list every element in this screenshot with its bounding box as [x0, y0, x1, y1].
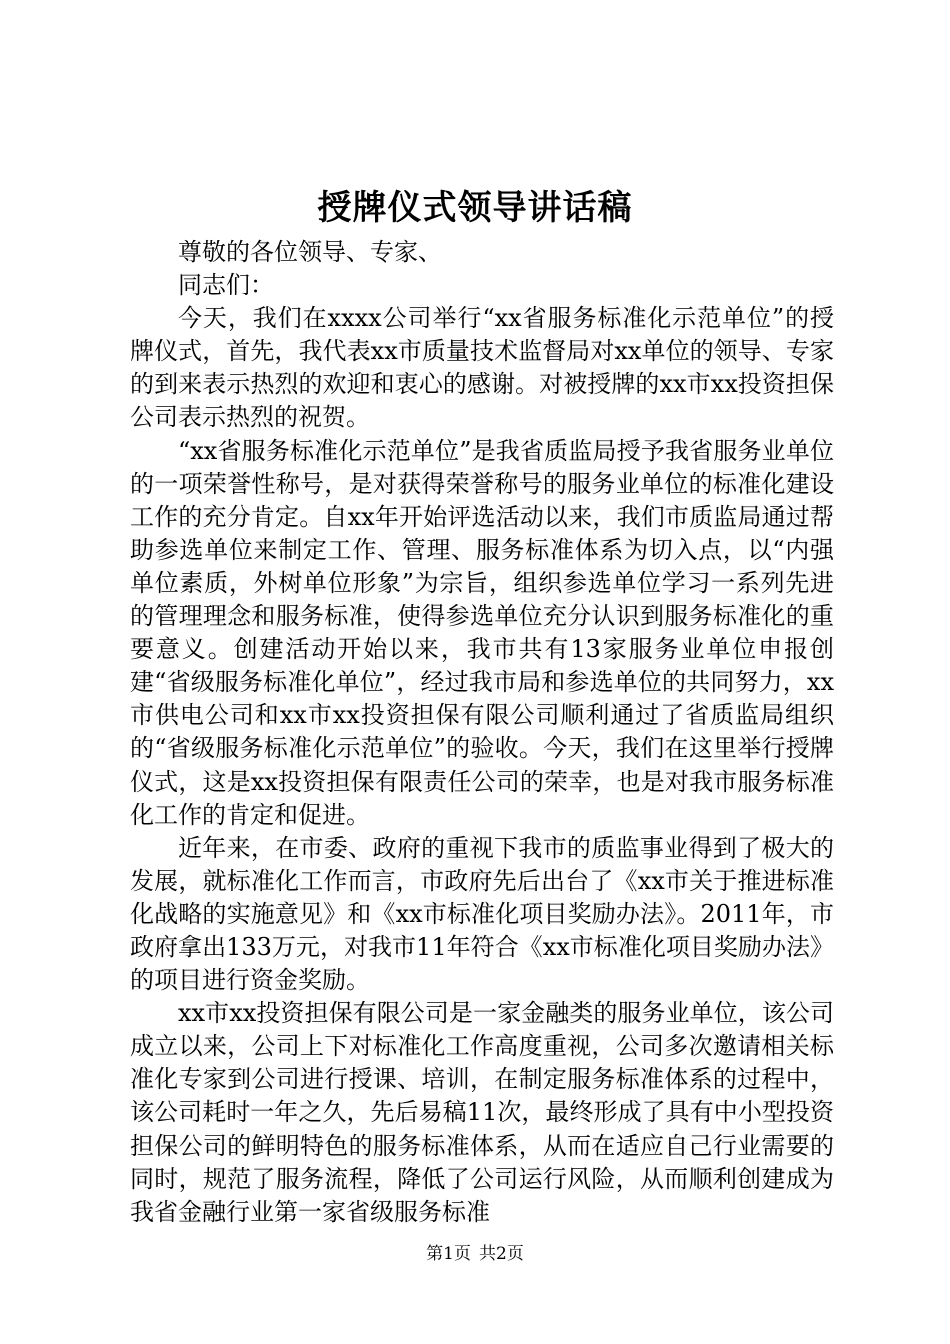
page-title: 授牌仪式领导讲话稿 — [317, 188, 633, 228]
body-paragraph: xx市xx投资担保有限公司是一家金融类的服务业单位，该公司成立以来，公司上下对标准化工作高度重视，公司多次邀请相关标准化专家到公司进行授课、培训，在制定服务标准体系的过程中，该公司耗时一年之久，先后易稿11次，最终形成了具有中小型投资担保公司的鲜明特色的服务标准体系，从而在适应自己行业需要的同时，规范了服务流程，降低了公司运行风险，从而顺利创建成为我省金融行业第一家省级服务标准 — [130, 999, 834, 1226]
salutation-line: 尊敬的各位领导、专家、 — [178, 238, 442, 266]
page-number-total: 共2页 — [479, 1244, 524, 1264]
document-body — [130, 236, 834, 1229]
page-footer — [0, 1243, 950, 1265]
salutation-line: 同志们： — [178, 271, 274, 300]
body-paragraph: 近年来，在市委、政府的重视下我市的质监事业得到了极大的发展，就标准化工作而言，市政府先后出台了《xx市关于推进标准化战略的实施意见》和《xx市标准化项目奖励办法》。2011年，市政府拿出133万元，对我市11年符合《xx市标准化项目奖励办法》的项目进行资金奖励。 — [130, 833, 834, 995]
body-paragraph: 今天，我们在xxxx公司举行“xx省服务标准化示范单位”的授牌仪式，首先，我代表xx市质量技术监督局对xx单位的领导、专家的到来表示热烈的欢迎和衷心的感谢。对被授牌的xx市xx投资担保公司表示热烈的祝贺。 — [130, 304, 834, 432]
body-paragraph: “xx省服务标准化示范单位”是我省质监局授予我省服务业单位的一项荣誉性称号，是对获得荣誉称号的服务业单位的标准化建设工作的充分肯定。自xx年开始评选活动以来，我们市质监局通过帮助参选单位来制定工作、管理、服务标准体系为切入点，以“内强单位素质，外树单位形象”为宗旨，组织参选单位学习一系列先进的管理理念和服务标准，使得参选单位充分认识到服务标准化的重要意义。创建活动开始以来，我市共有13家服务业单位申报创建“省级服务标准化单位”，经过我市局和参选单位的共同努力，xx市供电公司和xx市xx投资担保有限公司顺利通过了省质监局组织的“省级服务标准化示范单位”的验收。今天，我们在这里举行授牌仪式，这是xx投资担保有限责任公司的荣幸，也是对我市服务标准化工作的肯定和促进。 — [130, 436, 834, 829]
page-number-current: 第1页 — [426, 1244, 471, 1264]
